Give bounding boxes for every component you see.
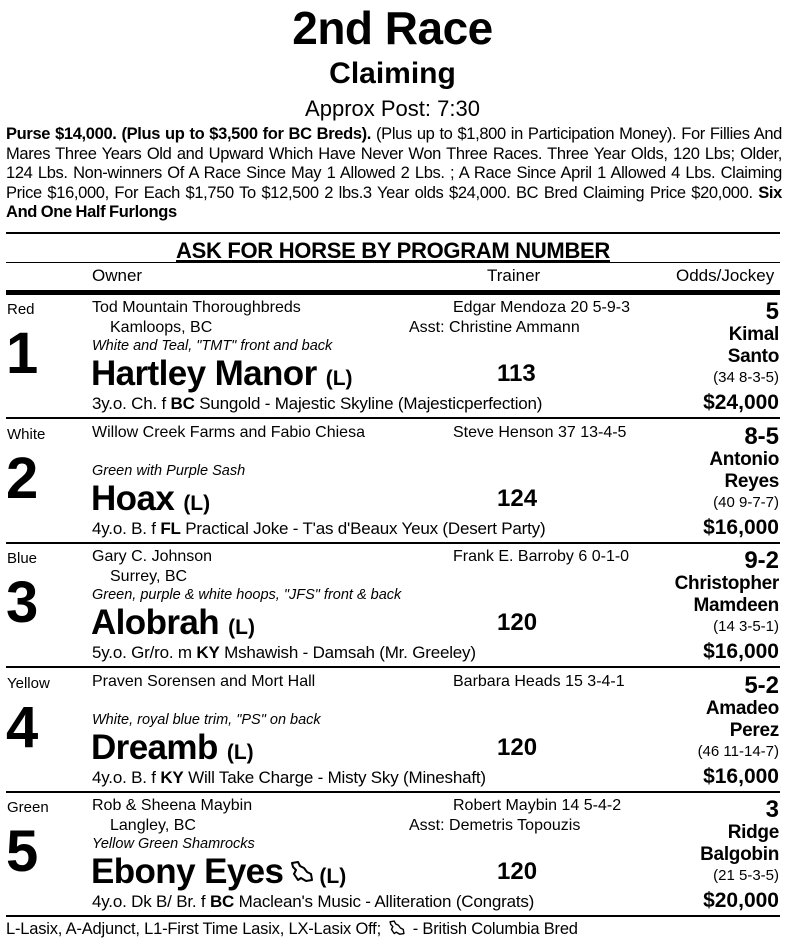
claiming-price: $20,000 <box>703 889 779 913</box>
race-title: 2nd Race <box>292 2 493 54</box>
saddle-cloth-color: Red <box>7 301 35 318</box>
breeding-age-sex: 5y.o. Gr/ro. m <box>92 643 197 663</box>
owner-name: Willow Creek Farms and Fabio Chiesa <box>92 423 365 441</box>
morning-line-odds: 5 <box>765 298 779 325</box>
jockey-name <box>706 698 779 742</box>
horse-entry <box>91 478 210 525</box>
owner-name: Gary C. Johnson <box>92 548 213 566</box>
program-number: 3 <box>6 570 39 636</box>
jockey-name <box>728 324 779 368</box>
morning-line-odds: 3 <box>765 796 779 824</box>
owner-city: Surrey, BC <box>110 568 188 586</box>
jockey-first-name: Amadeo <box>705 697 779 719</box>
ask-banner: ASK FOR HORSE BY PROGRAM NUMBER <box>6 232 780 266</box>
conditions-text: (Plus up to $1,800 in Participation Money). For Fillies And Mares Three Years Old and Upward Which Have Never Won Three Races. Three Year Olds, 120 Lbs; Older, 124 Lbs. Non-winners Of A Race Since May 1 Allowed 2 Lbs. ; A Race Since April 1 Allowed 4 Lbs. Claiming Price $16,000, For Each $1,750 To $12,500 2 lbs.3 Year olds $24,000. BC Bred Claiming Price $20,000. <box>6 125 782 202</box>
owner-column-header: Owner <box>92 266 143 285</box>
breeding-age-sex: 4y.o. B. f <box>92 767 161 787</box>
race-entry <box>0 669 785 793</box>
breeding-state: BC <box>170 394 195 413</box>
jockey-stats: (21 5-3-5) <box>713 867 779 885</box>
breeding-state: FL <box>160 518 181 538</box>
medication: (L) <box>228 616 255 640</box>
trainer-name: Frank E. Barroby 6 0-1-0 <box>453 548 630 566</box>
race-entry <box>0 793 785 917</box>
bc-map-icon <box>289 859 315 885</box>
horse-name: Dreamb <box>91 727 218 767</box>
jockey-first-name: Antonio <box>709 448 779 470</box>
program-number: 1 <box>6 321 39 386</box>
legend-text: L-Lasix, A-Adjunct, L1-First Time Lasix, LX-Lasix Off; <box>6 920 381 938</box>
jockey-name <box>675 573 779 617</box>
owner-name: Rob & Sheena Maybin <box>92 797 253 815</box>
jockey-first-name: Kimal <box>728 324 779 345</box>
program-number: 2 <box>6 445 39 511</box>
saddle-cloth-color: Blue <box>7 550 38 568</box>
breeding-state: KY <box>196 643 220 663</box>
jockey-last-name: Mamdeen <box>693 595 779 617</box>
breeding-pedigree: Mshawish - Damsah (Mr. Greeley) <box>219 643 476 663</box>
saddle-cloth-color: Green <box>7 799 49 817</box>
breeding-line <box>92 394 542 414</box>
horse-name: Hartley Manor <box>91 354 317 393</box>
horse-entry <box>91 602 255 649</box>
breeding-pedigree: Will Take Charge - Misty Sky (Mineshaft) <box>183 767 486 787</box>
silks-description: White and Teal, "TMT" front and back <box>92 338 333 354</box>
trainer-name: Steve Henson 37 13-4-5 <box>453 423 627 441</box>
medication: (L) <box>319 865 347 889</box>
jockey-name <box>700 822 779 866</box>
race-entry <box>0 544 785 668</box>
claiming-price: $16,000 <box>703 515 779 539</box>
horse-entry <box>91 727 254 774</box>
purse-text: Purse $14,000. (Plus up to $3,500 for BC Breds). <box>6 125 372 143</box>
jockey-stats: (40 9-7-7) <box>713 493 779 511</box>
jockey-stats: (46 11-14-7) <box>697 742 779 760</box>
medication: (L) <box>183 491 211 515</box>
silks-description: White, royal blue trim, "PS" on back <box>92 711 321 728</box>
assistant-trainer: Asst: Christine Ammann <box>409 319 580 336</box>
race-entry <box>0 295 785 419</box>
bc-legend-text: - British Columbia Bred <box>408 920 578 938</box>
owner-city: Langley, BC <box>110 817 196 835</box>
weight: 124 <box>497 484 538 512</box>
trainer-column-header: Trainer <box>487 266 541 285</box>
trainer-name: Robert Maybin 14 5-4-2 <box>453 797 622 815</box>
jockey-stats: (34 8-3-5) <box>713 369 779 386</box>
jockey-first-name: Ridge <box>727 822 779 844</box>
trainer-name: Barbara Heads 15 3-4-1 <box>453 672 625 690</box>
saddle-cloth-color: White <box>7 425 46 443</box>
breeding-state: KY <box>160 767 184 787</box>
breeding-pedigree: Maclean's Music - Alliteration (Congrats) <box>234 892 535 912</box>
owner-name: Praven Sorensen and Mort Hall <box>92 672 316 690</box>
owner-name: Tod Mountain Thoroughbreds <box>92 299 301 316</box>
breeding-age-sex: 3y.o. Ch. f <box>92 394 171 413</box>
horse-entry <box>91 353 353 400</box>
horse-name: Alobrah <box>91 603 220 643</box>
breeding-line <box>92 892 534 912</box>
medication: (L) <box>226 740 254 764</box>
breeding-pedigree: Sungold - Majestic Skyline (Majesticperfection) <box>194 394 543 413</box>
weight: 120 <box>497 858 538 886</box>
weight: 113 <box>497 360 536 387</box>
bc-map-icon <box>387 919 407 937</box>
distance-text: Six And One Half Furlongs <box>6 183 782 221</box>
jockey-last-name: Balgobin <box>700 844 779 866</box>
jockey-last-name: Reyes <box>724 470 779 492</box>
claiming-price: $24,000 <box>703 391 779 414</box>
program-number: 4 <box>6 694 39 760</box>
breeding-age-sex: 4y.o. Dk B/ Br. f <box>92 892 210 912</box>
breeding-state: BC <box>209 892 235 912</box>
claiming-price: $16,000 <box>703 640 779 664</box>
breeding-pedigree: Practical Joke - T'as d'Beaux Yeux (Desert Party) <box>180 518 546 538</box>
jockey-name <box>709 449 779 493</box>
jockey-last-name: Perez <box>729 719 779 741</box>
breeding-age-sex: 4y.o. B. f <box>92 518 161 538</box>
jockey-first-name: Christopher <box>674 573 779 595</box>
horse-entry <box>91 851 346 898</box>
saddle-cloth-color: Yellow <box>7 674 50 692</box>
silks-description: Yellow Green Shamrocks <box>92 836 255 853</box>
odds-jockey-column-header: Odds/Jockey <box>676 266 775 285</box>
jockey-last-name: Santo <box>727 346 779 367</box>
horse-name: Ebony Eyes <box>91 852 284 892</box>
program-number: 5 <box>6 819 39 885</box>
silks-description: Green with Purple Sash <box>92 462 246 479</box>
horse-name: Hoax <box>91 478 175 518</box>
claiming-price: $16,000 <box>703 764 779 788</box>
weight: 120 <box>497 609 538 637</box>
silks-description: Green, purple & white hoops, "JFS" front & back <box>92 587 402 604</box>
jockey-stats: (14 3-5-1) <box>713 618 779 636</box>
post-time: Approx Post: 7:30 <box>305 96 480 121</box>
race-entry <box>0 420 785 544</box>
divider <box>6 262 780 263</box>
legend-footer <box>6 918 578 940</box>
assistant-trainer: Asst: Demetris Topouzis <box>409 817 581 835</box>
breeding-line <box>92 643 476 663</box>
morning-line-odds: 8-5 <box>744 422 779 450</box>
trainer-name: Edgar Mendoza 20 5-9-3 <box>453 299 630 316</box>
morning-line-odds: 5-2 <box>744 671 779 699</box>
breeding-line <box>92 768 486 788</box>
morning-line-odds: 9-2 <box>744 547 779 575</box>
race-conditions <box>6 125 782 223</box>
race-type: Claiming <box>329 57 456 90</box>
breeding-line <box>92 519 545 539</box>
medication: (L) <box>325 367 353 390</box>
owner-city: Kamloops, BC <box>110 319 213 336</box>
weight: 120 <box>497 733 538 761</box>
